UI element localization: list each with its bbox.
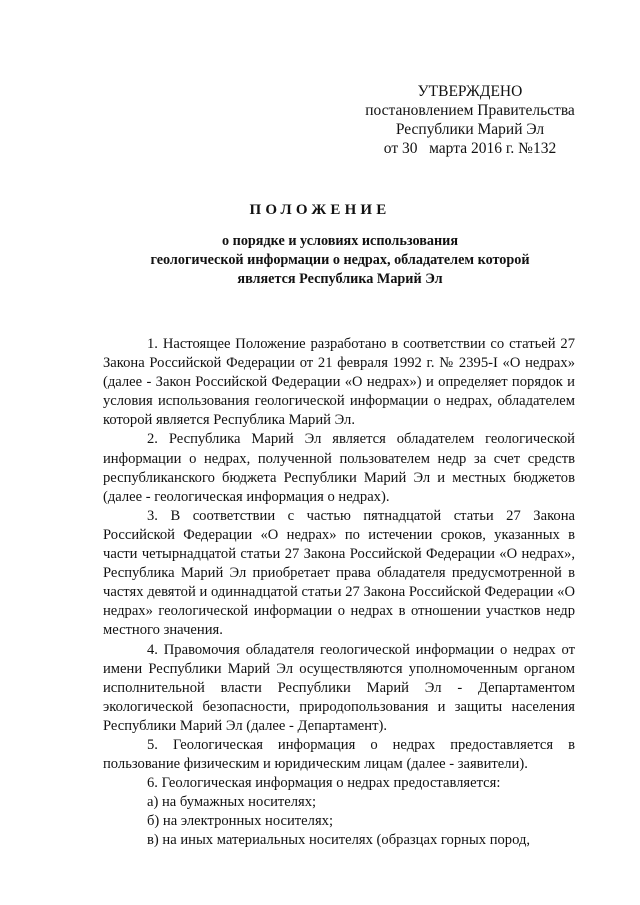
paragraph-4: 4. Правомочия обладателя геологической информации о недрах от имени Республики Марий Эл осуществляются уполномоченным органом исполнительной власти Республики Марий Эл - Департаментом экологической безопасности, природопользования и защиты населения Республики Марий Эл (далее - Департамент). [103,641,575,734]
subtitle-line-1: о порядке и условиях использования [222,233,458,249]
approval-heading: УТВЕРЖДЕНО [417,83,523,100]
approval-line-republic: Республики Марий Эл [395,121,545,138]
paragraph-5: 5. Геологическая информация о недрах предоставляется в пользование физическим и юридическим лицам (далее - заявители). [103,736,575,773]
paragraph-2: 2. Республика Марий Эл является обладателем геологической информации о недрах, полученной пользователем недр за счет средств республиканского бюджета Республики Марий Эл и местных бюджетов (далее - геологическая информация о недрах). [103,431,575,505]
document-title: ПОЛОЖЕНИЕ [249,202,391,218]
list-item-c: в) на иных материальных носителях (образцах горных пород, [147,832,531,849]
paragraph-6: 6. Геологическая информация о недрах предоставляется: [147,775,501,792]
list-item-b: б) на электронных носителях; [147,813,334,830]
paragraph-1: 1. Настоящее Положение разработано в соответствии со статьей 27 Закона Российской Федерации от 21 февраля 1992 г. № 2395-I «О недрах» (далее - Закон Российской Федерации «О недрах») и определяет порядок и условия использования геологической информации о недрах, обладателем которой является Республика Марий Эл. [103,336,575,429]
subtitle-line-3: является Республика Марий Эл [237,271,443,287]
approval-date-line: от 30 марта 2016 г. №132 [383,140,557,157]
document-subtitle [110,232,570,289]
subtitle-line-2: геологической информации о недрах, обладателем которой [150,252,530,268]
document-body [103,335,575,851]
approval-line-resolution: постановлением Правительства [365,102,575,119]
list-item-a: а) на бумажных носителях; [147,794,317,811]
paragraph-3: 3. В соответствии с частью пятнадцатой статьи 27 Закона Российской Федерации «О недрах» по истечении сроков, указанных в части четырнадцатой статьи 27 Закона Российской Федерации «О недрах», Республика Марий Эл приобретает права обладателя предусмотренной в частях девятой и одиннадцатой статьи 27 Закона Российской Федерации «О недрах» геологической информации о недрах в отношении участков недр местного значения. [103,507,575,639]
approval-stamp [340,82,600,158]
